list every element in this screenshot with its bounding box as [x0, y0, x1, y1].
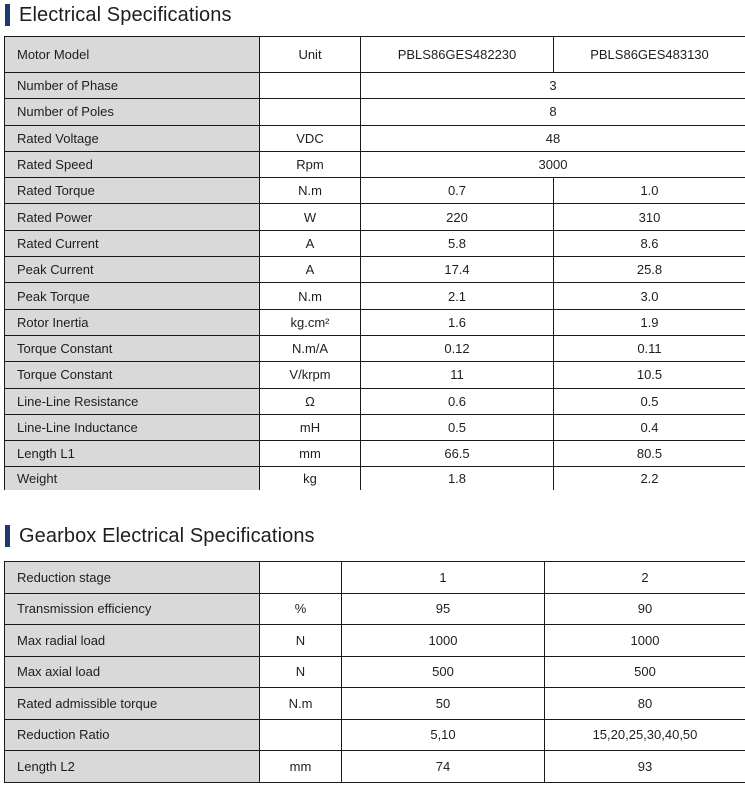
table-row [5, 467, 745, 491]
gearbox-title-text: Gearbox Electrical Specifications [19, 524, 315, 547]
row-label: Rated Torque [5, 178, 260, 204]
unit-cell [260, 73, 361, 99]
value-cell: 3.0 [554, 283, 745, 309]
value-cell: 0.6 [361, 388, 554, 414]
table-row [5, 362, 745, 388]
unit-cell: N [260, 625, 342, 657]
table-row [5, 688, 745, 720]
value-cell: 1.8 [361, 467, 554, 491]
unit-cell: A [260, 257, 361, 283]
header-cell: Unit [260, 37, 361, 73]
value-cell: 1.9 [554, 309, 745, 335]
header-cell: PBLS86GES482230 [361, 37, 554, 73]
title-accent-bar [5, 4, 10, 26]
value-cell: 0.5 [554, 388, 745, 414]
electrical-spec-table [4, 36, 745, 490]
table-row [5, 719, 745, 751]
table-row [5, 593, 745, 625]
value-cell: 50 [342, 688, 545, 720]
unit-cell: mm [260, 751, 342, 783]
value-cell: 0.4 [554, 414, 745, 440]
value-cell: 5,10 [342, 719, 545, 751]
unit-cell: Ω [260, 388, 361, 414]
electrical-title-text: Electrical Specifications [19, 3, 232, 26]
row-label: Length L2 [5, 751, 260, 783]
value-cell: 2.1 [361, 283, 554, 309]
value-cell: 10.5 [554, 362, 745, 388]
value-cell: 1000 [545, 625, 745, 657]
value-cell: 25.8 [554, 257, 745, 283]
value-cell: 1.6 [361, 309, 554, 335]
value-cell: 2 [545, 562, 745, 594]
row-label: Rated Current [5, 230, 260, 256]
unit-cell: kg [260, 467, 361, 491]
value-cell: 90 [545, 593, 745, 625]
unit-cell: kg.cm² [260, 309, 361, 335]
value-cell: 1 [342, 562, 545, 594]
row-label: Reduction stage [5, 562, 260, 594]
row-label: Rated Speed [5, 151, 260, 177]
unit-cell: Rpm [260, 151, 361, 177]
value-cell: 310 [554, 204, 745, 230]
unit-cell [260, 562, 342, 594]
value-cell: 66.5 [361, 441, 554, 467]
unit-cell: N.m/A [260, 335, 361, 361]
value-cell: 11 [361, 362, 554, 388]
table-row [5, 562, 745, 594]
value-cell: 0.11 [554, 335, 745, 361]
unit-cell: % [260, 593, 342, 625]
unit-cell: mm [260, 441, 361, 467]
value-cell: 2.2 [554, 467, 745, 491]
table-row [5, 414, 745, 440]
unit-cell [260, 719, 342, 751]
row-label: Reduction Ratio [5, 719, 260, 751]
value-cell: 17.4 [361, 257, 554, 283]
gearbox-spec-table [4, 561, 745, 783]
value-cell: 500 [342, 656, 545, 688]
gearbox-section-title [5, 523, 315, 549]
table-header-row [5, 37, 745, 73]
row-label: Weight [5, 467, 260, 491]
unit-cell: W [260, 204, 361, 230]
value-cell: 0.12 [361, 335, 554, 361]
value-cell: 0.5 [361, 414, 554, 440]
table-row [5, 625, 745, 657]
table-row [5, 441, 745, 467]
row-label: Max radial load [5, 625, 260, 657]
header-cell: Motor Model [5, 37, 260, 73]
table-row [5, 751, 745, 783]
row-label: Number of Poles [5, 99, 260, 125]
value-cell-shared: 8 [361, 99, 745, 125]
row-label: Rated Voltage [5, 125, 260, 151]
unit-cell: N [260, 656, 342, 688]
row-label: Line-Line Inductance [5, 414, 260, 440]
table-row [5, 388, 745, 414]
table-row [5, 230, 745, 256]
unit-cell [260, 99, 361, 125]
title-accent-bar [5, 525, 10, 547]
table-row [5, 656, 745, 688]
value-cell: 500 [545, 656, 745, 688]
row-label: Number of Phase [5, 73, 260, 99]
table-row [5, 178, 745, 204]
value-cell: 93 [545, 751, 745, 783]
unit-cell: mH [260, 414, 361, 440]
row-label: Rotor Inertia [5, 309, 260, 335]
value-cell: 95 [342, 593, 545, 625]
row-label: Torque Constant [5, 335, 260, 361]
table-row [5, 125, 745, 151]
row-label: Peak Current [5, 257, 260, 283]
row-label: Rated Power [5, 204, 260, 230]
value-cell-shared: 3000 [361, 151, 745, 177]
table-row [5, 309, 745, 335]
table-row [5, 283, 745, 309]
table-row [5, 151, 745, 177]
electrical-section-title [5, 2, 232, 28]
value-cell-shared: 3 [361, 73, 745, 99]
unit-cell: VDC [260, 125, 361, 151]
unit-cell: V/krpm [260, 362, 361, 388]
value-cell: 74 [342, 751, 545, 783]
row-label: Rated admissible torque [5, 688, 260, 720]
unit-cell: N.m [260, 688, 342, 720]
value-cell: 1000 [342, 625, 545, 657]
row-label: Line-Line Resistance [5, 388, 260, 414]
row-label: Transmission efficiency [5, 593, 260, 625]
value-cell: 1.0 [554, 178, 745, 204]
table-row [5, 257, 745, 283]
table-row [5, 73, 745, 99]
value-cell: 80.5 [554, 441, 745, 467]
unit-cell: A [260, 230, 361, 256]
value-cell: 0.7 [361, 178, 554, 204]
value-cell-shared: 48 [361, 125, 745, 151]
unit-cell: N.m [260, 283, 361, 309]
row-label: Max axial load [5, 656, 260, 688]
value-cell: 220 [361, 204, 554, 230]
value-cell: 80 [545, 688, 745, 720]
row-label: Peak Torque [5, 283, 260, 309]
value-cell: 8.6 [554, 230, 745, 256]
value-cell: 5.8 [361, 230, 554, 256]
row-label: Length L1 [5, 441, 260, 467]
header-cell: PBLS86GES483130 [554, 37, 745, 73]
value-cell: 15,20,25,30,40,50 [545, 719, 745, 751]
table-row [5, 335, 745, 361]
unit-cell: N.m [260, 178, 361, 204]
row-label: Torque Constant [5, 362, 260, 388]
table-row [5, 99, 745, 125]
table-row [5, 204, 745, 230]
